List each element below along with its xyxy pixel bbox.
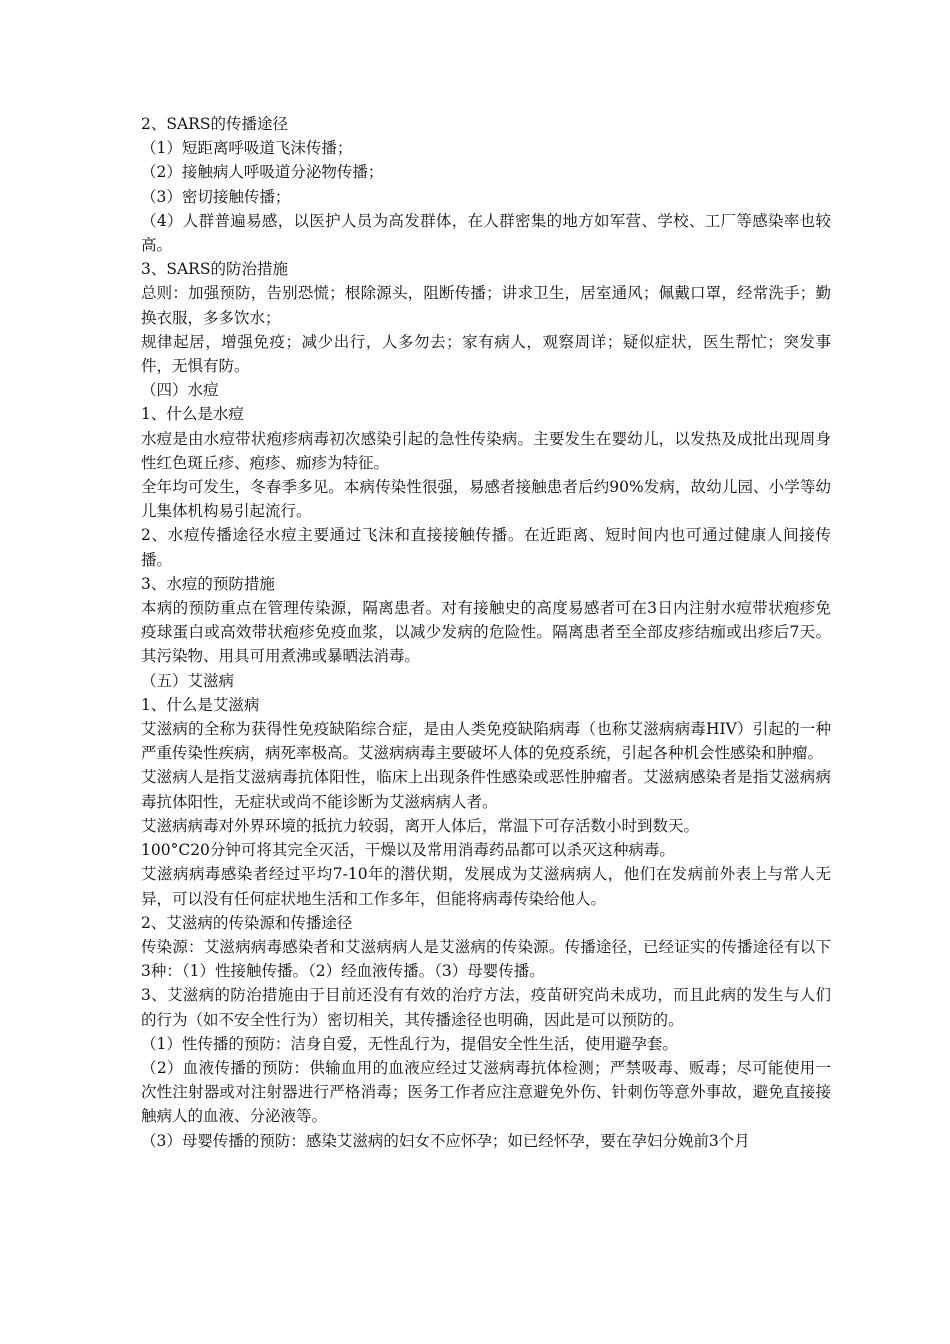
section-heading-aids: （五）艾滋病 xyxy=(141,671,235,690)
subheading: 2、艾滋病的传染源和传播途径 xyxy=(141,913,353,932)
paragraph: 规律起居，增强免疫；减少出行，人多勿去；家有病人，观察周详；疑似症状，医生帮忙；突发事件，无惧有防。 xyxy=(141,332,831,376)
list-item: （2）血液传播的预防：供输血用的血液应经过艾滋病毒抗体检测；严禁吸毒、贩毒；尽可能使用一次性注射器或对注射器进行严格消毒；医务工作者应注意避免外伤、针刺伤等意外事故，避免直接接触病人的血液、分泌液等。 xyxy=(141,1058,831,1126)
paragraph: 水痘是由水痘带状疱疹病毒初次感染引起的急性传染病。主要发生在婴幼儿，以发热及成批出现周身性红色斑丘疹、疱疹、痂疹为特征。 xyxy=(141,429,831,472)
paragraph: 2、水痘传播途径水痘主要通过飞沫和直接接触传播。在近距离、短时间内也可通过健康人间接传播。 xyxy=(141,526,831,569)
subheading: 3、水痘的预防措施 xyxy=(141,574,275,593)
paragraph: 本病的预防重点在管理传染源，隔离患者。对有接触史的高度易感者可在3日内注射水痘带状疱疹免疫球蛋白或高效带状疱疹免疫血浆，以减少发病的危险性。隔离患者至全部皮疹结痂或出疹后7天。其污染物、用具可用煮沸或暴晒法消毒。 xyxy=(141,599,831,666)
paragraph: 3、艾滋病的防治措施由于目前还没有有效的治疗方法，疫苗研究尚未成功，而且此病的发生与人们的行为（如不安全性行为）密切相关，其传播途径也明确，因此是可以预防的。 xyxy=(141,986,831,1029)
paragraph: 艾滋病病毒对外界环境的抵抗力较弱，离开人体后，常温下可存活数小时到数天。 xyxy=(141,816,700,835)
heading-sars-prevention: 3、SARS的防治措施 xyxy=(141,260,288,279)
list-item: （1）性传播的预防：洁身自爱，无性乱行为，提倡安全性生活，使用避孕套。 xyxy=(141,1034,678,1053)
paragraph: 艾滋病病毒感染者经过平均7-10年的潜伏期，发展成为艾滋病病人，他们在发病前外表上与常人无异，可以没有任何症状地生活和工作多年，但能将病毒传染给他人。 xyxy=(141,865,831,908)
paragraph: 总则：加强预防，告别恐慌；根除源头，阻断传播；讲求卫生，居室通风；佩戴口罩，经常洗手；勤换衣服，多多饮水； xyxy=(141,284,831,327)
subheading: 1、什么是水痘 xyxy=(141,405,244,424)
paragraph: 全年均可发生，冬春季多见。本病传染性很强，易感者接触患者后约90%发病，故幼儿园、小学等幼儿集体机构易引起流行。 xyxy=(141,478,831,521)
paragraph: 传染源：艾滋病病毒感染者和艾滋病病人是艾滋病的传染源。传播途径，已经证实的传播途径有以下3种：（1）性接触传播。（2）经血液传播。（3）母婴传播。 xyxy=(141,937,831,981)
document-body xyxy=(141,112,831,1153)
section-heading-chickenpox: （四）水痘 xyxy=(141,381,219,400)
list-item: （4）人群普遍易感，以医护人员为高发群体，在人群密集的地方如军营、学校、工厂等感染率也较高。 xyxy=(141,211,831,255)
heading-sars-transmission: 2、SARS的传播途径 xyxy=(141,115,288,133)
list-item: （3）母婴传播的预防：感染艾滋病的妇女不应怀孕；如已经怀孕，要在孕妇分娩前3个月 xyxy=(141,1131,750,1150)
paragraph: 100°C20分钟可将其完全灭活，干燥以及常用消毒药品都可以杀灭这种病毒。 xyxy=(141,841,675,860)
list-item: （2）接触病人呼吸道分泌物传播； xyxy=(141,163,384,182)
paragraph: 艾滋病人是指艾滋病毒抗体阳性，临床上出现条件性感染或恶性肿瘤者。艾滋病感染者是指艾滋病病毒抗体阳性，无症状或尚不能诊断为艾滋病病人者。 xyxy=(141,768,831,811)
paragraph: 艾滋病的全称为获得性免疫缺陷综合症，是由人类免疫缺陷病毒（也称艾滋病病毒HIV）引起的一种严重传染性疾病，病死率极高。艾滋病病毒主要破坏人体的免疫系统，引起各种机会性感染和肿瘤。 xyxy=(141,720,831,763)
subheading: 1、什么是艾滋病 xyxy=(141,695,260,714)
list-item: （3）密切接触传播； xyxy=(141,187,291,206)
list-item: （1）短距离呼吸道飞沫传播； xyxy=(141,139,353,158)
